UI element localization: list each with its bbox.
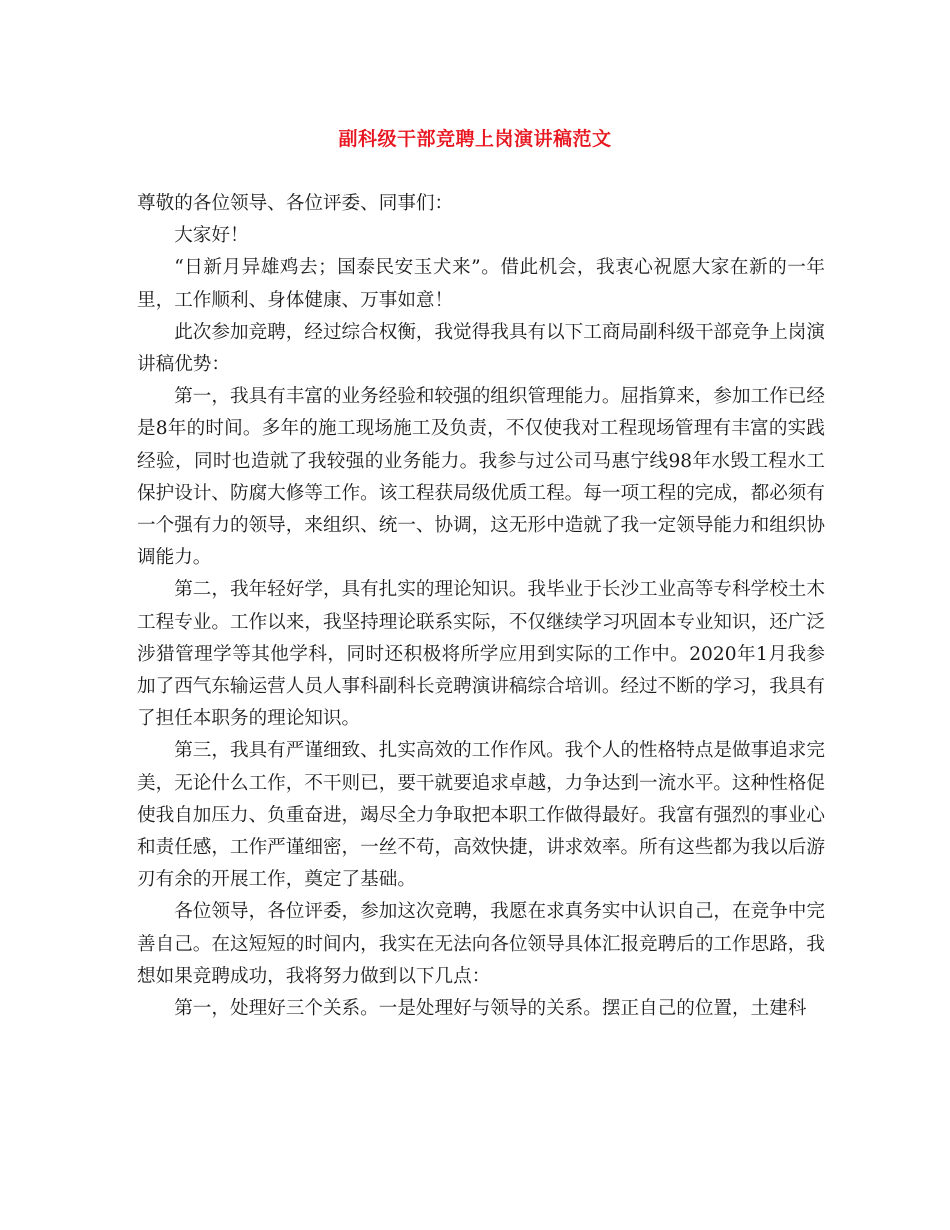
- paragraph-plan-relationships: 第一，处理好三个关系。一是处理好与领导的关系。摆正自己的位置，土建科: [174, 998, 807, 1020]
- paragraph-new-year-wish: “日新月异雄鸡去；国泰民安玉犬来”。借此机会，我衷心祝愿大家在新的一年里，工作顺利、身体健康、万事如意！: [137, 257, 825, 311]
- paragraph-advantage-knowledge: 第二，我年轻好学，具有扎实的理论知识。我毕业于长沙工业高等专科学校土木工程专业。工作以来，我坚持理论联系实际，不仅继续学习巩固本专业知识，还广泛涉猎管理学等其他学科，同时还积极将所学应用到实际的工作中。2020年1月我参加了西气东输运营人员人事科副科长竞聘演讲稿综合培训。经过不断的学习，我具有了担任本职务的理论知识。: [137, 579, 825, 730]
- paragraph-greeting: 大家好！: [174, 225, 249, 247]
- paragraph-advantage-work-style: 第三，我具有严谨细致、扎实高效的工作作风。我个人的性格特点是做事追求完美，无论什么工作，不干则已，要干就要追求卓越，力争达到一流水平。这种性格促使我自加压力、负重奋进，竭尽全力争取把本职工作做得最好。我富有强烈的事业心和责任感，工作严谨细密，一丝不苟，高效快捷，讲求效率。所有这些都为我以后游刃有余的开展工作，奠定了基础。: [137, 740, 825, 891]
- paragraph-plans-intro: 各位领导，各位评委，参加这次竞聘，我愿在求真务实中认识自己，在竞争中完善自己。在这短短的时间内，我实在无法向各位领导具体汇报竞聘后的工作思路，我想如果竞聘成功，我将努力做到以下几点：: [137, 901, 825, 987]
- salutation: 尊敬的各位领导、各位评委、同事们：: [137, 193, 454, 214]
- paragraph-advantage-experience: 第一，我具有丰富的业务经验和较强的组织管理能力。屈指算来，参加工作已经是8年的时间。多年的施工现场施工及负责，不仅使我对工程现场管理有丰富的实践经验，同时也造就了我较强的业务能力。我参与过公司马惠宁线98年水毁工程水工保护设计、防腐大修等工作。该工程获局级优质工程。每一项工程的完成，都必须有一个强有力的领导，来组织、统一、协调，这无形中造就了我一定领导能力和组织协调能力。: [137, 386, 825, 569]
- document-body: [137, 188, 825, 1025]
- paragraph-advantages-intro: 此次参加竞聘，经过综合权衡，我觉得我具有以下工商局副科级干部竞争上岗演讲稿优势：: [137, 321, 825, 376]
- document-title: 副科级干部竞聘上岗演讲稿范文: [338, 128, 612, 150]
